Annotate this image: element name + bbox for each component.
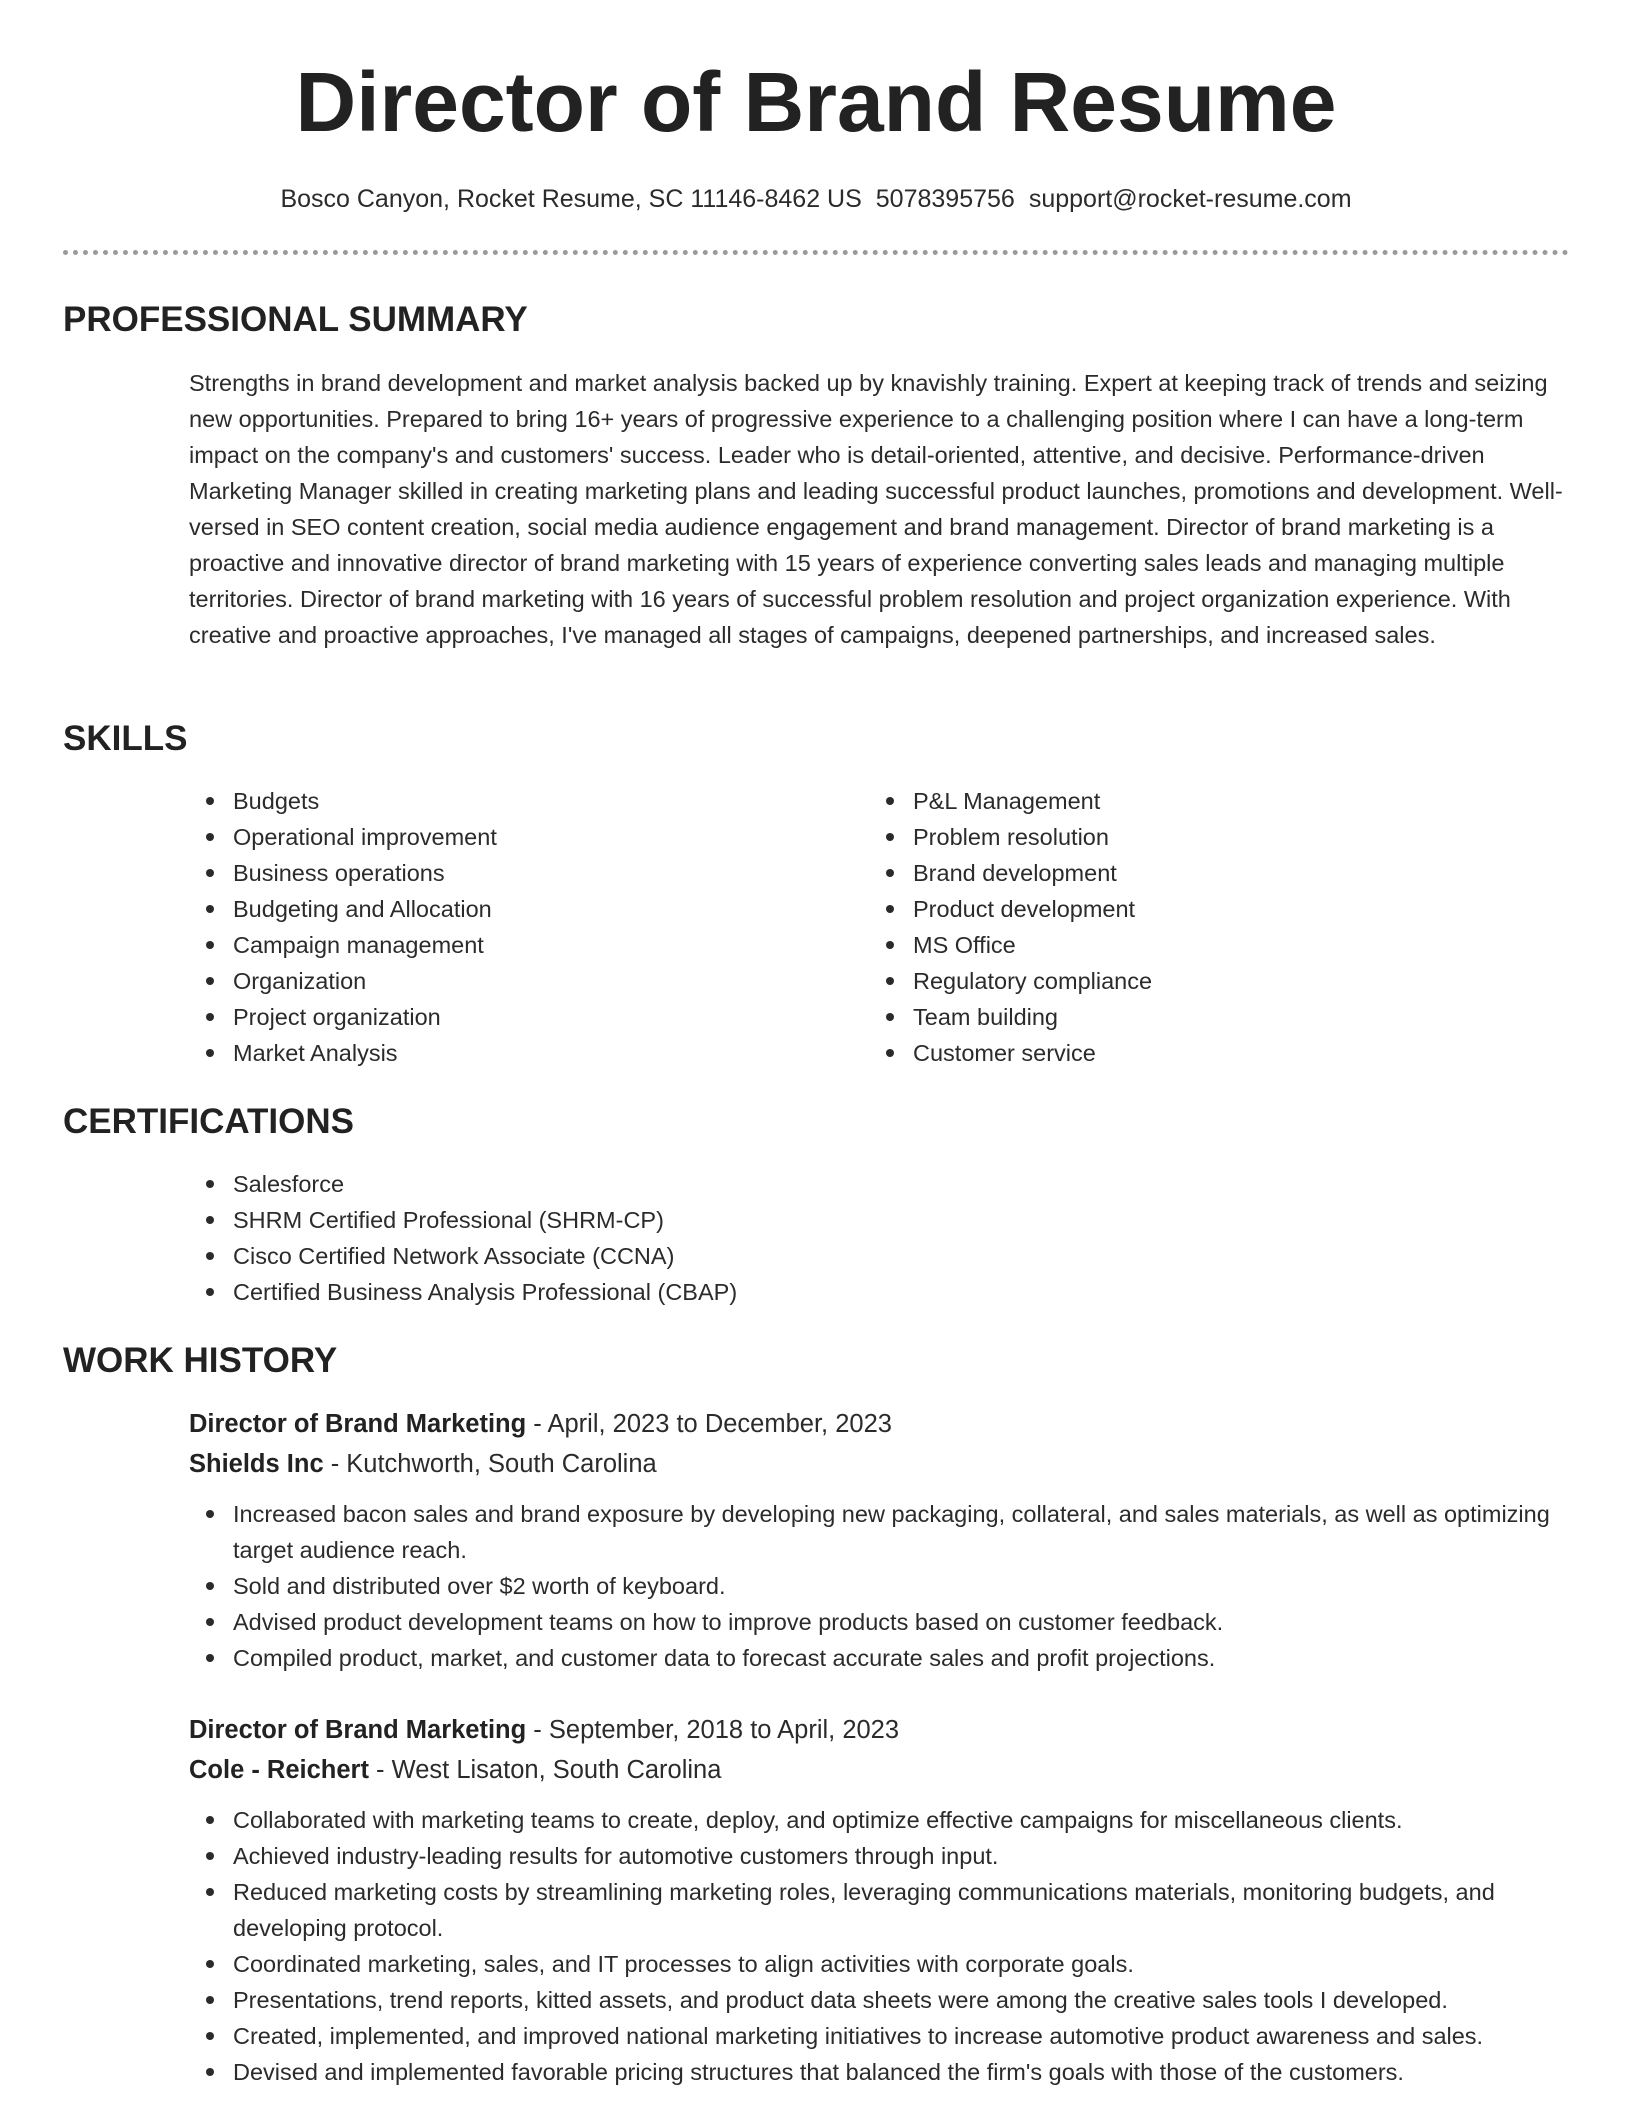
job-title: Director of Brand Marketing — [189, 1410, 527, 1438]
certification-item: Salesforce — [189, 1166, 1089, 1202]
job-bullet: Sold and distributed over $2 worth of keyboard. — [189, 1568, 1569, 1604]
job-bullet: Compiled product, market, and customer data to forecast accurate sales and profit projections. — [189, 1640, 1569, 1676]
certifications-list — [189, 1166, 1089, 1310]
job-bullet: Presentations, trend reports, kitted assets, and product data sheets were among the creative sales tools I developed. — [189, 1982, 1569, 2018]
contact-phone: 5078395756 — [875, 185, 1015, 213]
skills-right-column — [869, 783, 1529, 1071]
job-company: Shields Inc — [189, 1450, 324, 1478]
skill-item: Project organization — [189, 999, 849, 1035]
skill-item: P&L Management — [869, 783, 1529, 819]
job-bullet: Coordinated marketing, sales, and IT processes to align activities with corporate goals. — [189, 1946, 1569, 1982]
skill-item: Organization — [189, 963, 849, 999]
skill-item: Campaign management — [189, 927, 849, 963]
job-company: Cole - Reichert — [189, 1756, 369, 1784]
contact-email: support@rocket-resume.com — [1028, 185, 1352, 213]
skill-item: Budgets — [189, 783, 849, 819]
summary-heading: PROFESSIONAL SUMMARY — [63, 300, 528, 339]
certification-item: Cisco Certified Network Associate (CCNA) — [189, 1238, 1089, 1274]
summary-text: Strengths in brand development and market analysis backed up by knavishly training. Expert at keeping track of trends and seizing new opportunities. Prepared to bring 16+ years of progressive experience to a challenging position where I can have a long-term impact on the company's and customers' success. Leader who is detail-oriented, attentive, and decisive. Performance-driven Marketing Manager skilled in creating marketing plans and leading successful product launches, promotions and development. Well-versed in SEO content creation, social media audience engagement and brand management. Director of brand marketing is a proactive and innovative director of brand marketing with 15 years of experience converting sales leads and managing multiple territories. Director of brand marketing with 16 years of successful problem resolution and project organization experience. With creative and proactive approaches, I've managed all stages of campaigns, deepened partnerships, and increased sales. — [189, 370, 1563, 648]
certifications-list-container — [189, 1166, 1089, 1310]
job-entry — [189, 1710, 1569, 2090]
skills-heading: SKILLS — [63, 719, 188, 758]
job-title-line — [189, 1710, 1569, 1750]
job-bullet: Devised and implemented favorable pricing structures that balanced the firm's goals with those of the customers. — [189, 2054, 1569, 2090]
skills-left-column — [189, 783, 849, 1071]
skill-item: Business operations — [189, 855, 849, 891]
job-bullets — [189, 1496, 1569, 1676]
work-history-heading: WORK HISTORY — [63, 1341, 338, 1380]
skill-item: Budgeting and Allocation — [189, 891, 849, 927]
skill-item: Problem resolution — [869, 819, 1529, 855]
job-location: - West Lisaton, South Carolina — [368, 1756, 722, 1784]
job-title: Director of Brand Marketing — [189, 1716, 527, 1744]
resume-title: Director of Brand Resume — [295, 55, 1337, 149]
skill-item: Customer service — [869, 1035, 1529, 1071]
skill-item: Regulatory compliance — [869, 963, 1529, 999]
skill-item: Operational improvement — [189, 819, 849, 855]
certification-item: Certified Business Analysis Professional (CBAP) — [189, 1274, 1089, 1310]
skill-item: Team building — [869, 999, 1529, 1035]
contact-info — [0, 182, 1632, 216]
skills-left-list — [189, 783, 849, 1071]
skill-item: Product development — [869, 891, 1529, 927]
certification-item: SHRM Certified Professional (SHRM-CP) — [189, 1202, 1089, 1238]
job-dates: - April, 2023 to December, 2023 — [526, 1410, 892, 1438]
job-bullet: Created, implemented, and improved national marketing initiatives to increase automotive product awareness and sales. — [189, 2018, 1569, 2054]
job-bullet: Collaborated with marketing teams to create, deploy, and optimize effective campaigns for miscellaneous clients. — [189, 1802, 1569, 1838]
job-bullets — [189, 1802, 1569, 2090]
skills-right-list — [869, 783, 1529, 1071]
job-bullet: Achieved industry-leading results for automotive customers through input. — [189, 1838, 1569, 1874]
job-entry — [189, 1404, 1569, 1676]
job-bullet: Increased bacon sales and brand exposure by developing new packaging, collateral, and sales materials, as well as optimizing target audience reach. — [189, 1496, 1569, 1568]
job-company-line — [189, 1444, 1569, 1484]
skill-item: Market Analysis — [189, 1035, 849, 1071]
header-divider — [63, 250, 1569, 255]
skill-item: MS Office — [869, 927, 1529, 963]
contact-address: Bosco Canyon, Rocket Resume, SC 11146-8462 US — [280, 185, 862, 213]
job-location: - Kutchworth, South Carolina — [323, 1450, 657, 1478]
job-company-line — [189, 1750, 1569, 1790]
job-bullet: Reduced marketing costs by streamlining marketing roles, leveraging communications materials, monitoring budgets, and developing protocol. — [189, 1874, 1569, 1946]
job-title-line — [189, 1404, 1569, 1444]
certifications-heading: CERTIFICATIONS — [63, 1102, 355, 1141]
job-bullet: Advised product development teams on how to improve products based on customer feedback. — [189, 1604, 1569, 1640]
skill-item: Brand development — [869, 855, 1529, 891]
job-dates: - September, 2018 to April, 2023 — [526, 1716, 900, 1744]
